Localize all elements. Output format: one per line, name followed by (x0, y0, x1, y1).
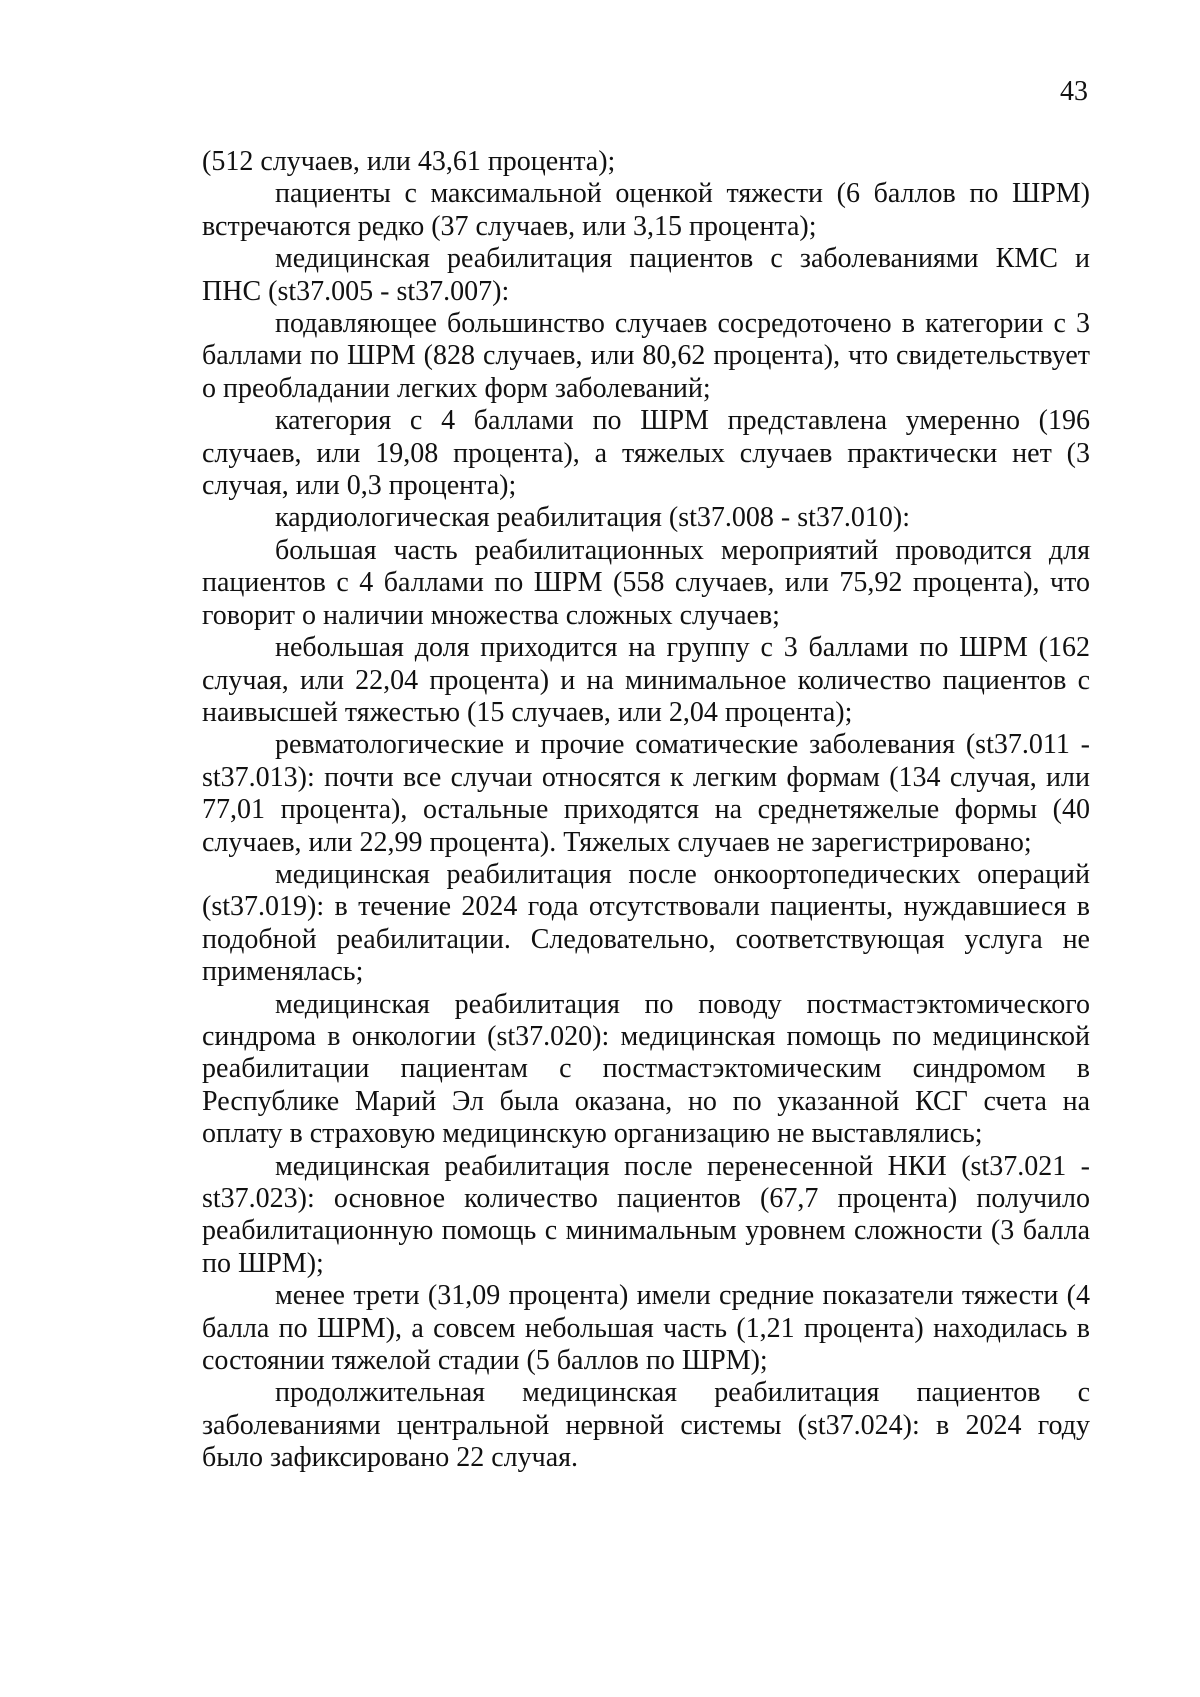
paragraph-14: продолжительная медицинская реабилитация пациентов с заболеваниями центральной нервной системы (st37.024): в 2024 году было зафиксировано 22 случая. (202, 1377, 1090, 1474)
paragraph-13: менее трети (31,09 процента) имели средние показатели тяжести (4 балла по ШРМ), а совсем небольшая часть (1,21 процента) находилась в состоянии тяжелой стадии (5 баллов по ШРМ); (202, 1280, 1090, 1377)
paragraph-3: медицинская реабилитация пациентов с заболеваниями КМС и ПНС (st37.005 - st37.007): (202, 243, 1090, 307)
paragraph-7: большая часть реабилитационных мероприятий проводится для пациентов с 4 баллами по ШРМ (558 случаев, или 75,92 процента), что говорит о наличии множества сложных случаев; (202, 534, 1090, 631)
paragraph-12: медицинская реабилитация после перенесенной НКИ (st37.021 - st37.023): основное количество пациентов (67,7 процента) получило реабилитационную помощь с минимальным уровнем сложности (3 балла по ШРМ); (202, 1150, 1090, 1279)
paragraph-1: (512 случаев, или 43,61 процента); (202, 146, 616, 177)
paragraph-8: небольшая доля приходится на группу с 3 баллами по ШРМ (162 случая, или 22,04 процента) и на минимальное количество пациентов с наивысшей тяжестью (15 случаев, или 2,04 процента); (202, 632, 1090, 728)
paragraph-10: медицинская реабилитация после онкоортопедических операций (st37.019): в течение 2024 года отсутствовали пациенты, нуждавшиеся в подобной реабилитации. Следовательно, соответствующая услуга не применялась; (202, 858, 1090, 988)
page-number: 43 (1060, 76, 1088, 107)
paragraph-11: медицинская реабилитация по поводу постмастэктомического синдрома в онкологии (st37.020): медицинская помощь по медицинской реабилитации пациентам с постмастэктомическим синдромом в Республике Марий Эл была оказана, но по указанной КСГ счета на оплату в страховую медицинскую организацию не выставлялись; (202, 988, 1090, 1150)
paragraph-6: кардиологическая реабилитация (st37.008 - st37.010): (275, 502, 911, 534)
paragraph-5: категория с 4 баллами по ШРМ представлена умеренно (196 случаев, или 19,08 процента), а тяжелых случаев практически нет (3 случая, или 0,3 процента); (202, 405, 1090, 502)
paragraph-2: пациенты с максимальной оценкой тяжести (6 баллов по ШРМ) встречаются редко (37 случаев, или 3,15 процента); (202, 178, 1090, 242)
paragraph-4: подавляющее большинство случаев сосредоточено в категории с 3 баллами по ШРМ (828 случаев, или 80,62 процента), что свидетельствует о преобладании легких форм заболеваний; (202, 308, 1090, 404)
paragraph-9: ревматологические и прочие соматические заболевания (st37.011 - st37.013): почти все случаи относятся к легким формам (134 случая, или 77,01 процента), остальные приходятся на среднетяжелые формы (40 случаев, или 22,99 процента). Тяжелых случаев не зарегистрировано; (202, 729, 1090, 858)
document-body (202, 146, 1090, 1475)
